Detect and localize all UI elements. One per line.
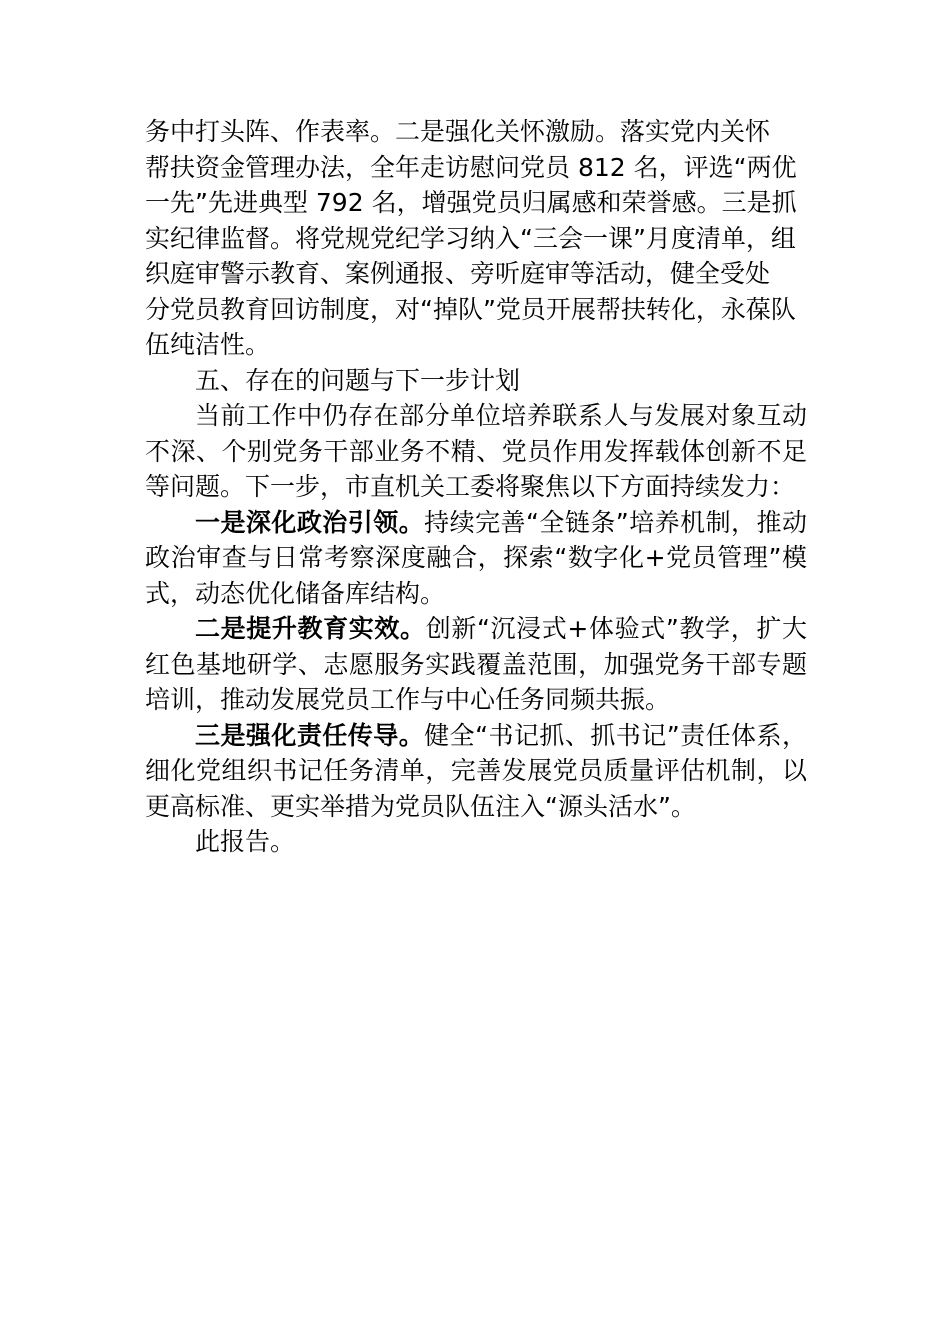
paragraph-line: 帮扶资金管理办法，全年走访慰问党员 812 名，评选“两优 [145,152,797,182]
plan-1-lead: 一是深化政治引领。 [195,507,425,537]
paragraph-line: 一先”先进典型 792 名，增强党员归属感和荣誉感。三是抓 [145,188,797,217]
plan-2-lead: 二是提升教育实效。 [195,614,426,643]
paragraph-plan-2 [145,611,807,718]
plan-3-lead: 三是强化责任传导。 [195,720,425,750]
paragraph-line: 织庭审警示教育、案例通报、旁听庭审等活动，健全受处 [145,259,771,288]
paragraph-line: 伍纯洁性。 [145,330,271,359]
section-heading: 五、存在的问题与下一步计划 [195,365,521,395]
paragraph-continued [145,114,807,363]
plan-3-text: 健全“书记抓、抓书记”责任体系，细化党组织书记任务清单，完善发展党员质量评估机制，以更高标准、更实举措为党员队伍注入“源头活水”。 [145,720,807,821]
paragraph-plan-1 [145,505,807,612]
document-body [145,114,807,860]
paragraph-problems: 当前工作中仍存在部分单位培养联系人与发展对象互动不深、个别党务干部业务不精、党员作用发挥载体创新不足等问题。下一步，市直机关工委将聚焦以下方面持续发力： [145,401,807,501]
closing-line: 此报告。 [195,827,296,856]
paragraph-plan-3 [145,718,807,825]
paragraph-line: 务中打头阵、作表率。二是强化关怀激励。落实党内关怀 [145,117,771,146]
paragraph-line: 分党员教育回访制度，对“掉队”党员开展帮扶转化，永葆队 [145,294,796,324]
plan-2-text: 创新“沉浸式+体验式”教学，扩大红色基地研学、志愿服务实践覆盖范围，加强党务干部专题培训，推动发展党员工作与中心任务同频共振。 [145,614,807,714]
paragraph-line: 实纪律监督。将党规党纪学习纳入“三会一课”月度清单，组 [145,223,796,253]
plan-1-text: 持续完善“全链条”培养机制，推动政治审查与日常考察深度融合，探索“数字化+党员管理”模式，动态优化储备库结构。 [145,507,807,608]
